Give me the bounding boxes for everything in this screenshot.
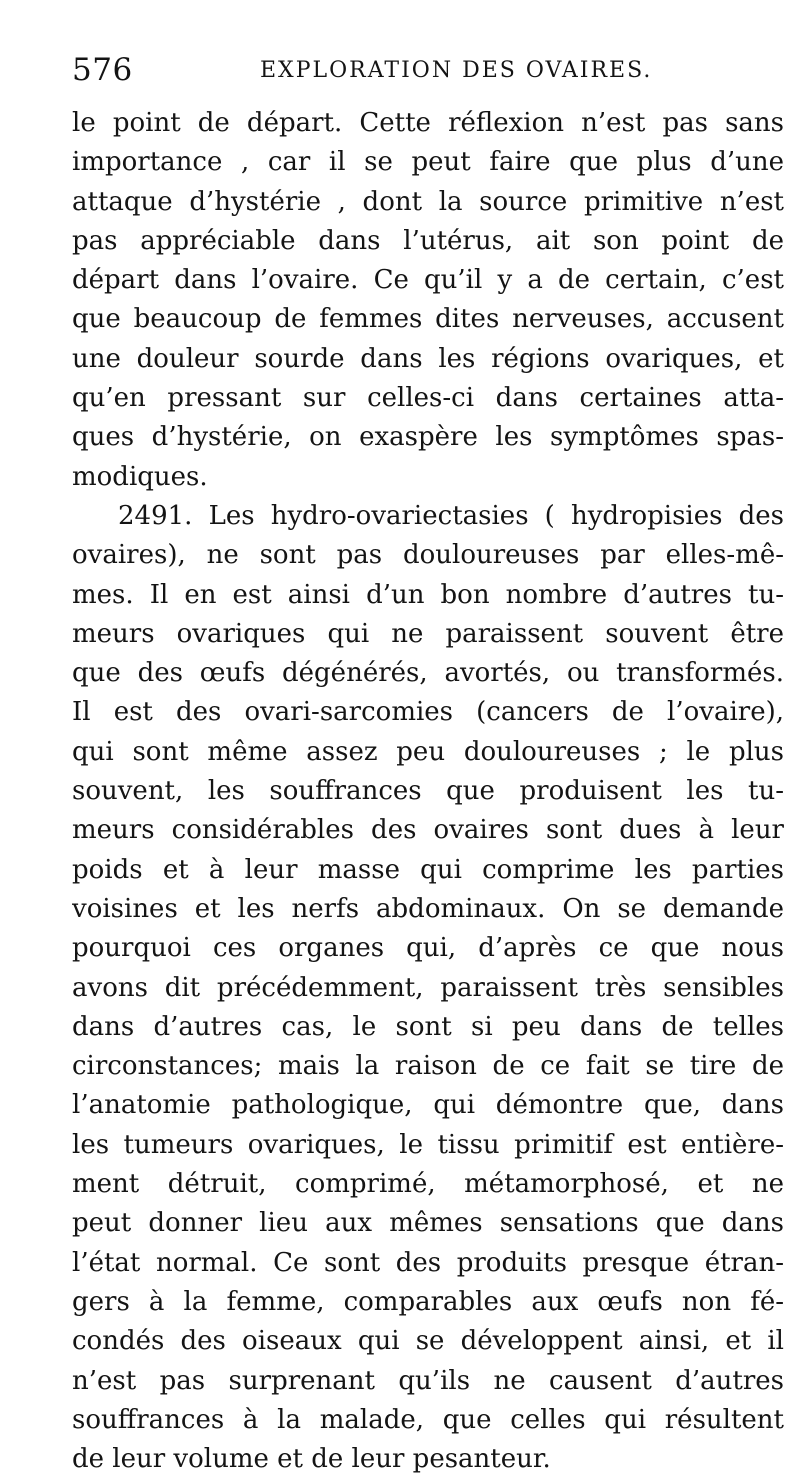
text-line: dans d’autres cas, le sont si peu dans de telles xyxy=(72,1011,784,1042)
text-line: pas appréciable dans l’utérus, ait son point de xyxy=(72,225,784,256)
text-line: condés des oiseaux qui se développent ainsi, et il xyxy=(72,1326,784,1357)
body-text xyxy=(72,104,784,1479)
paragraph-start-line: 2491. Les hydro-ovariectasies ( hydropisies des xyxy=(118,500,784,531)
text-line: que beaucoup de femmes dites nerveuses, accusent xyxy=(72,304,784,335)
running-header xyxy=(72,52,772,92)
text-line: l’état normal. Ce sont des produits presque étran- xyxy=(72,1247,784,1278)
text-line: le point de départ. Cette réflexion n’est pas sans xyxy=(72,108,784,138)
text-line: ovaires), ne sont pas douloureuses par elles-mê- xyxy=(72,540,784,571)
text-line: les tumeurs ovariques, le tissu primitif est entière- xyxy=(72,1129,784,1160)
text-line: meurs considérables des ovaires sont dues à leur xyxy=(72,815,784,846)
text-line: souffrances à la malade, que celles qui résultent xyxy=(72,1404,784,1435)
text-line: n’est pas surprenant qu’ils ne causent d’autres xyxy=(72,1365,784,1396)
text-line: voisines et les nerfs abdominaux. On se demande xyxy=(72,893,784,924)
text-line: poids et à leur masse qui comprime les parties xyxy=(72,854,784,885)
text-line: souvent, les souffrances que produisent les tu- xyxy=(72,776,784,807)
text-line: ques d’hystérie, on exaspère les symptômes spas- xyxy=(72,422,784,453)
text-line: Il est des ovari-sarcomies (cancers de l’ovaire), xyxy=(72,697,784,728)
text-line: avons dit précédemment, paraissent très sensibles xyxy=(72,972,784,1003)
running-title: EXPLORATION DES OVAIRES. xyxy=(260,58,653,83)
text-line: circonstances; mais la raison de ce fait se tire de xyxy=(72,1051,784,1082)
text-line: une douleur sourde dans les régions ovariques, et xyxy=(72,343,784,374)
text-line: attaque d’hystérie , dont la source primitive n’est xyxy=(72,186,784,217)
text-line: l’anatomie pathologique, qui démontre que, dans xyxy=(72,1090,784,1121)
text-line: départ dans l’ovaire. Ce qu’il y a de certain, c’est xyxy=(72,265,784,296)
text-line: modiques. xyxy=(72,461,208,492)
text-line: mes. Il en est ainsi d’un bon nombre d’autres tu- xyxy=(72,579,784,610)
text-line: que des œufs dégénérés, avortés, ou transformés. xyxy=(72,658,784,689)
text-line: ment détruit, comprimé, métamorphosé, et ne xyxy=(72,1169,784,1200)
text-line: meurs ovariques qui ne paraissent souvent être xyxy=(72,618,784,649)
text-line: pourquoi ces organes qui, d’après ce que nous xyxy=(72,933,784,964)
text-line: peut donner lieu aux mêmes sensations que dans xyxy=(72,1208,784,1239)
text-line: importance , car il se peut faire que plus d’une xyxy=(72,147,784,178)
text-line: gers à la femme, comparables aux œufs non fé- xyxy=(72,1286,784,1317)
page-number: 576 xyxy=(72,52,133,88)
text-line: qui sont même assez peu douloureuses ; le plus xyxy=(72,736,784,767)
text-line: qu’en pressant sur celles-ci dans certaines atta- xyxy=(72,383,784,414)
text-line: de leur volume et de leur pesanteur. xyxy=(72,1444,551,1475)
